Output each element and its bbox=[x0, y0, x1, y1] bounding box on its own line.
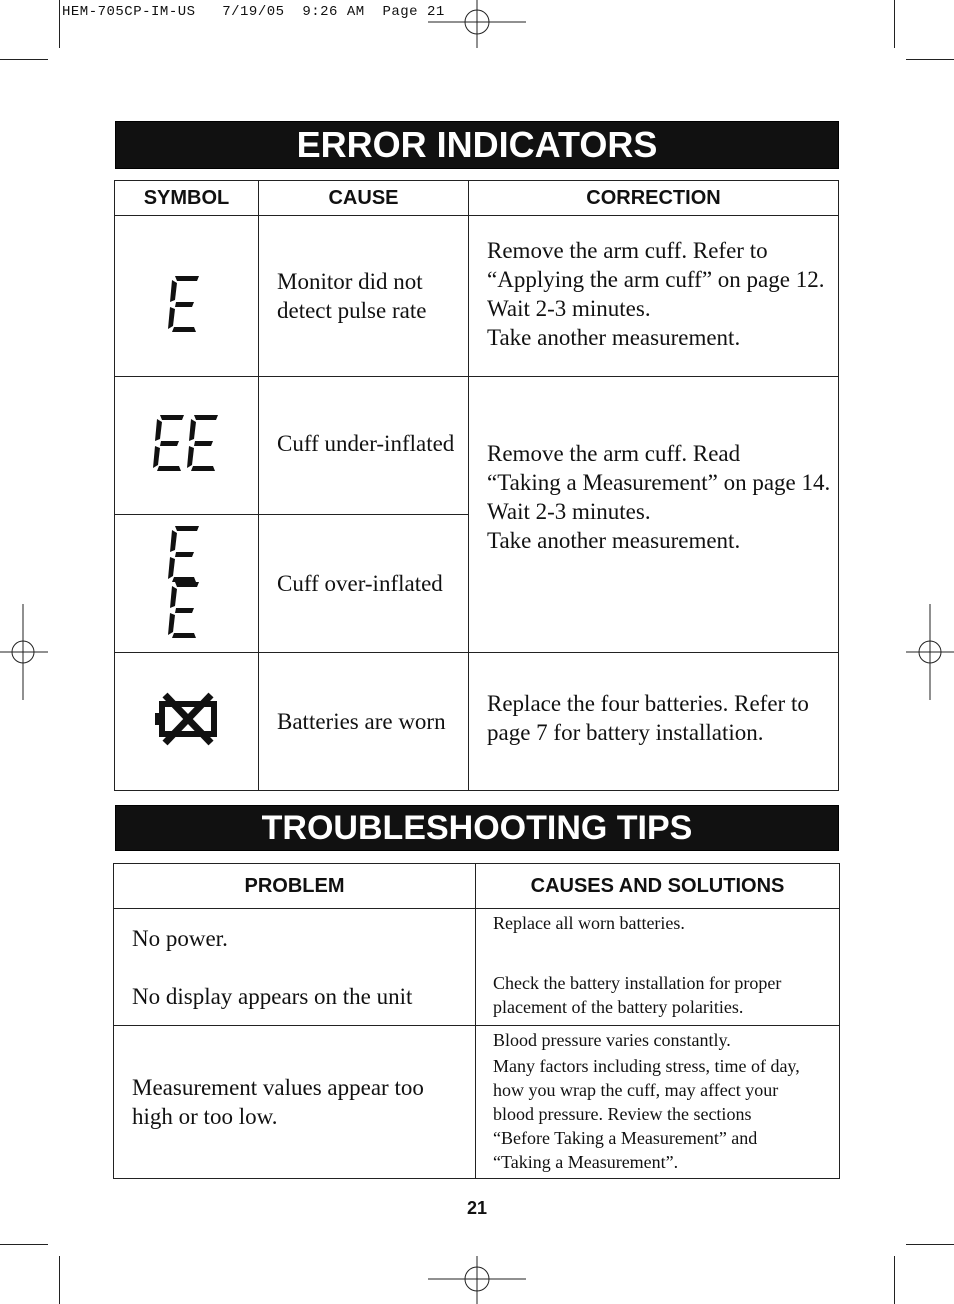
registration-mark-top bbox=[428, 0, 526, 48]
print-slug: HEM-705CP-IM-US 7/19/05 9:26 AM Page 21 bbox=[62, 4, 445, 20]
error-indicators-banner: ERROR INDICATORS bbox=[116, 122, 838, 168]
cause-line: detect pulse rate bbox=[277, 298, 427, 323]
cause-cell bbox=[259, 653, 469, 791]
table-row bbox=[115, 653, 839, 791]
solution-line: placement of the battery polarities. bbox=[493, 997, 744, 1017]
troubleshooting-tips-banner: TROUBLESHOOTING TIPS bbox=[116, 806, 838, 850]
solution-cell bbox=[476, 1026, 840, 1179]
solution-line: “Before Taking a Measurement” and bbox=[493, 1128, 758, 1148]
correction-line: Take another measurement. bbox=[487, 325, 741, 350]
solution-cell bbox=[476, 909, 840, 1026]
e-over-e-error-icon bbox=[167, 524, 207, 638]
correction-line: Wait 2-3 minutes. bbox=[487, 499, 651, 524]
solution-line: how you wrap the cuff, may affect your bbox=[493, 1080, 779, 1100]
cause-line: Batteries are worn bbox=[277, 709, 446, 734]
solution-line: Replace all worn batteries. bbox=[493, 913, 685, 933]
correction-line: Remove the arm cuff. Refer to bbox=[487, 238, 768, 263]
problem-line: No power. bbox=[132, 925, 228, 951]
registration-mark-bottom bbox=[428, 1256, 526, 1304]
correction-line: “Taking a Measurement” on page 14. bbox=[487, 470, 831, 495]
cause-cell bbox=[259, 216, 469, 377]
cause-header: CAUSE bbox=[259, 181, 469, 216]
crop-mark bbox=[906, 59, 954, 60]
crop-mark bbox=[59, 1256, 60, 1304]
symbol-cell bbox=[115, 377, 259, 515]
symbol-cell bbox=[115, 515, 259, 653]
table-header-row bbox=[115, 181, 839, 216]
symbol-header: SYMBOL bbox=[115, 181, 259, 216]
symbol-cell bbox=[115, 653, 259, 791]
correction-line: Take another measurement. bbox=[487, 528, 741, 553]
correction-cell bbox=[469, 653, 839, 791]
table-row bbox=[114, 1026, 840, 1179]
table-row bbox=[115, 216, 839, 377]
correction-cell bbox=[469, 216, 839, 377]
correction-line: Wait 2-3 minutes. bbox=[487, 296, 651, 321]
e-error-icon bbox=[167, 274, 207, 334]
cause-cell bbox=[259, 515, 469, 653]
crop-mark bbox=[0, 59, 48, 60]
cause-line: Monitor did not bbox=[277, 269, 423, 294]
correction-cell bbox=[469, 377, 839, 653]
table-row bbox=[114, 909, 840, 1026]
symbol-cell bbox=[115, 216, 259, 377]
solution-line: “Taking a Measurement”. bbox=[493, 1152, 679, 1172]
crop-mark bbox=[894, 0, 895, 48]
registration-mark-left bbox=[0, 604, 48, 700]
solution-line: Blood pressure varies constantly. bbox=[493, 1030, 731, 1050]
crop-mark bbox=[906, 1244, 954, 1245]
cause-line: Cuff over-inflated bbox=[277, 571, 443, 596]
problem-line: Measurement values appear too bbox=[132, 1075, 424, 1100]
crop-mark bbox=[894, 1256, 895, 1304]
registration-mark-right bbox=[906, 604, 954, 700]
crop-mark bbox=[0, 1244, 48, 1245]
crop-mark bbox=[59, 0, 60, 48]
cause-cell bbox=[259, 377, 469, 515]
correction-header: CORRECTION bbox=[469, 181, 839, 216]
solution-line: Check the battery installation for proper bbox=[493, 973, 782, 993]
troubleshooting-table bbox=[113, 863, 840, 1179]
causes-solutions-header: CAUSES AND SOLUTIONS bbox=[476, 864, 840, 909]
table-row bbox=[115, 377, 839, 515]
correction-line: Remove the arm cuff. Read bbox=[487, 441, 741, 466]
page-number: 21 bbox=[466, 1198, 488, 1218]
correction-line: page 7 for battery installation. bbox=[487, 720, 764, 745]
ee-error-icon bbox=[152, 413, 222, 473]
correction-line: Replace the four batteries. Refer to bbox=[487, 691, 809, 716]
correction-line: “Applying the arm cuff” on page 12. bbox=[487, 267, 825, 292]
cause-line: Cuff under-inflated bbox=[277, 431, 455, 456]
table-header-row bbox=[114, 864, 840, 909]
battery-worn-icon bbox=[153, 692, 221, 746]
problem-header: PROBLEM bbox=[114, 864, 476, 909]
solution-line: blood pressure. Review the sections bbox=[493, 1104, 752, 1124]
solution-line: Many factors including stress, time of day, bbox=[493, 1056, 800, 1076]
problem-cell bbox=[114, 1026, 476, 1179]
problem-line: high or too low. bbox=[132, 1104, 278, 1129]
problem-line: No display appears on the unit bbox=[132, 983, 413, 1009]
problem-cell bbox=[114, 909, 476, 1026]
error-indicators-table bbox=[114, 180, 839, 791]
